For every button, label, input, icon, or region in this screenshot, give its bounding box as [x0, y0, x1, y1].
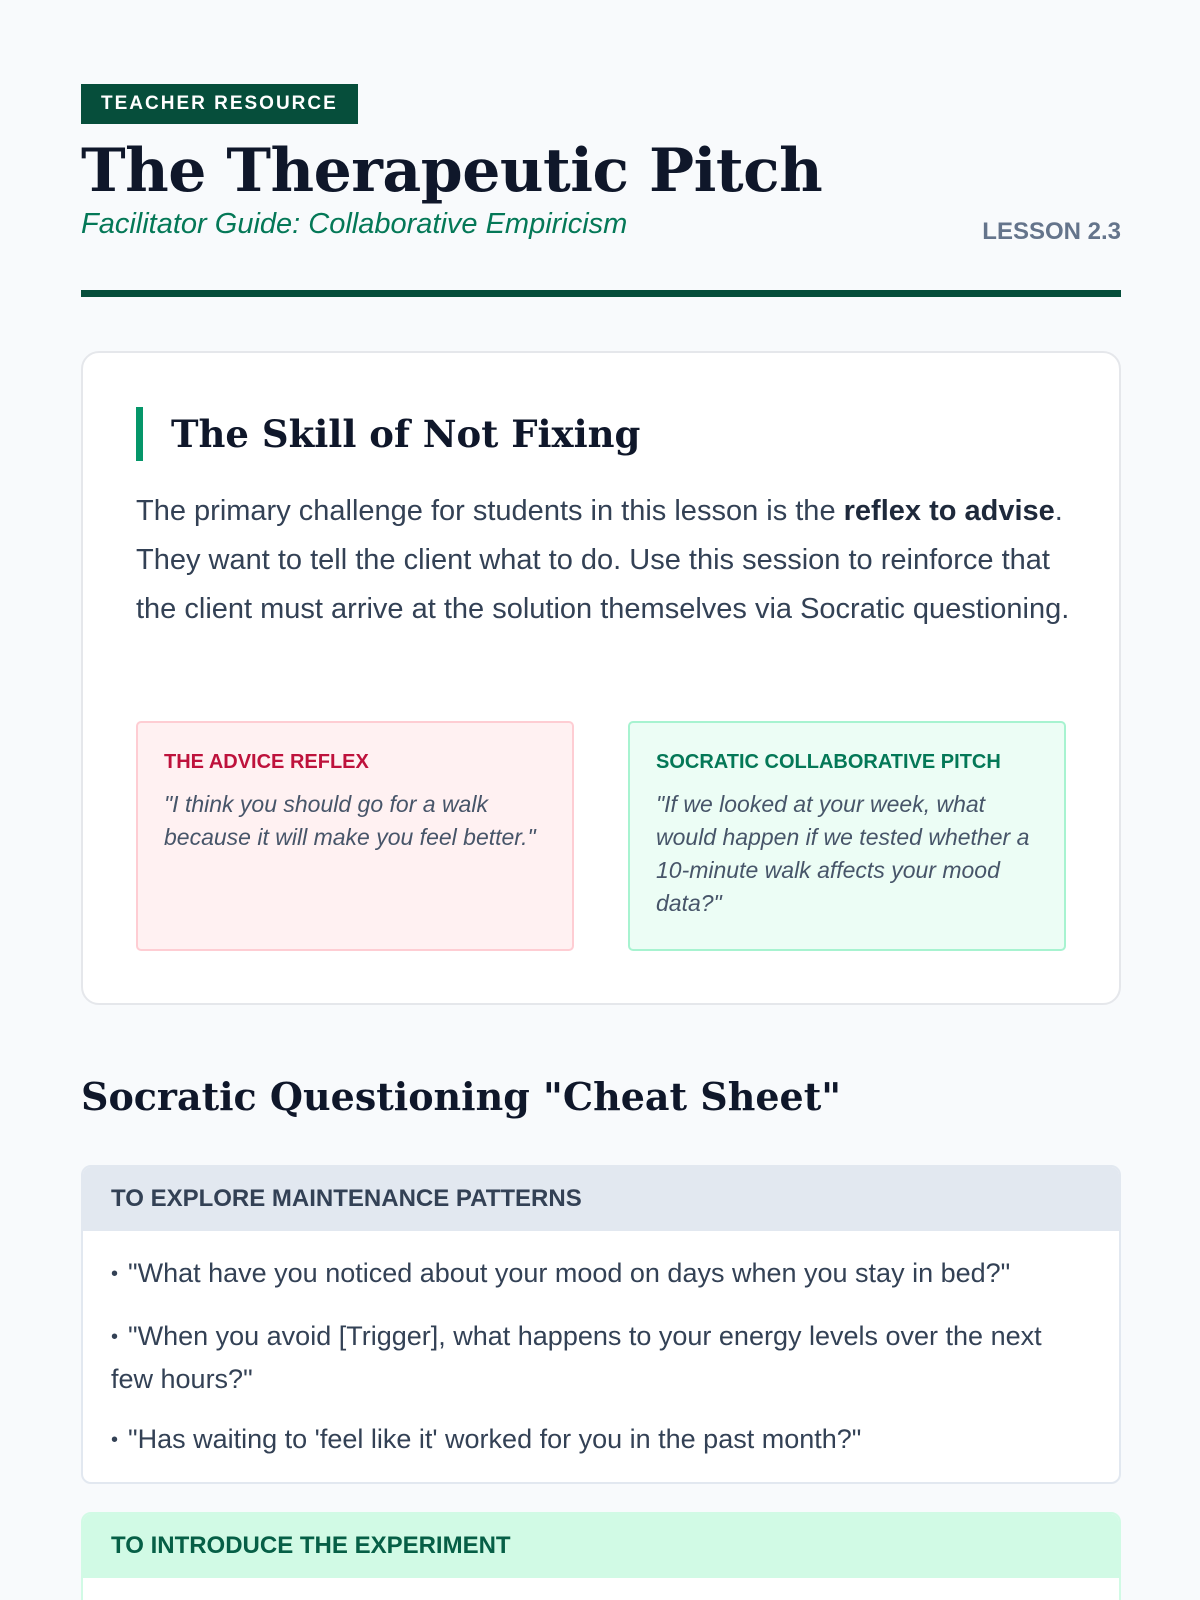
- question-text: "What have you noticed about your mood on days when you stay in bed?": [128, 1258, 1011, 1288]
- question-text: "When you avoid [Trigger], what happens to your energy levels over the next few hours?": [111, 1321, 1042, 1394]
- lesson-number: LESSON 2.3: [982, 218, 1121, 245]
- header-divider: [81, 290, 1121, 297]
- bullet-icon: •: [111, 1263, 119, 1285]
- intro-body-emphasis: reflex to advise: [843, 495, 1055, 527]
- intro-card-body: [136, 487, 1076, 634]
- bullet-icon: •: [111, 1429, 119, 1451]
- introduce-experiment-box: [81, 1512, 1121, 1600]
- explore-question-list: [83, 1231, 1119, 1462]
- page-title: The Therapeutic Pitch: [81, 136, 823, 206]
- socratic-pitch-box: [628, 721, 1066, 951]
- list-item: [111, 1253, 1091, 1296]
- advice-reflex-label: THE ADVICE REFLEX: [164, 751, 369, 773]
- explore-patterns-box: [81, 1165, 1121, 1484]
- teacher-resource-badge: TEACHER RESOURCE: [81, 84, 358, 124]
- explore-patterns-heading: TO EXPLORE MAINTENANCE PATTERNS: [83, 1167, 1119, 1231]
- socratic-pitch-quote: "If we looked at your week, what would happen if we tested whether a 10-minute walk affects your mood data?": [656, 791, 1030, 916]
- advice-reflex-box: [136, 721, 574, 951]
- bullet-icon: •: [111, 1326, 119, 1348]
- list-item: [111, 1419, 1091, 1462]
- list-item: [111, 1316, 1091, 1399]
- intro-body-start: The primary challenge for students in this lesson is the: [136, 495, 844, 527]
- intro-card-heading: The Skill of Not Fixing: [136, 407, 640, 461]
- cheat-sheet-title: Socratic Questioning "Cheat Sheet": [81, 1074, 842, 1119]
- introduce-experiment-heading: TO INTRODUCE THE EXPERIMENT: [83, 1514, 1119, 1578]
- intro-body-end: . They want to tell the client what to do. Use this session to reinforce that the client must arrive at the solution themselves via Socratic questioning.: [136, 495, 1070, 625]
- question-text: "Has waiting to 'feel like it' worked for you in the past month?": [128, 1424, 862, 1454]
- page-subtitle: Facilitator Guide: Collaborative Empiricism: [81, 208, 628, 240]
- intro-card: [81, 351, 1121, 1005]
- socratic-pitch-label: SOCRATIC COLLABORATIVE PITCH: [656, 751, 1001, 773]
- advice-reflex-quote: "I think you should go for a walk because it will make you feel better.": [164, 791, 536, 850]
